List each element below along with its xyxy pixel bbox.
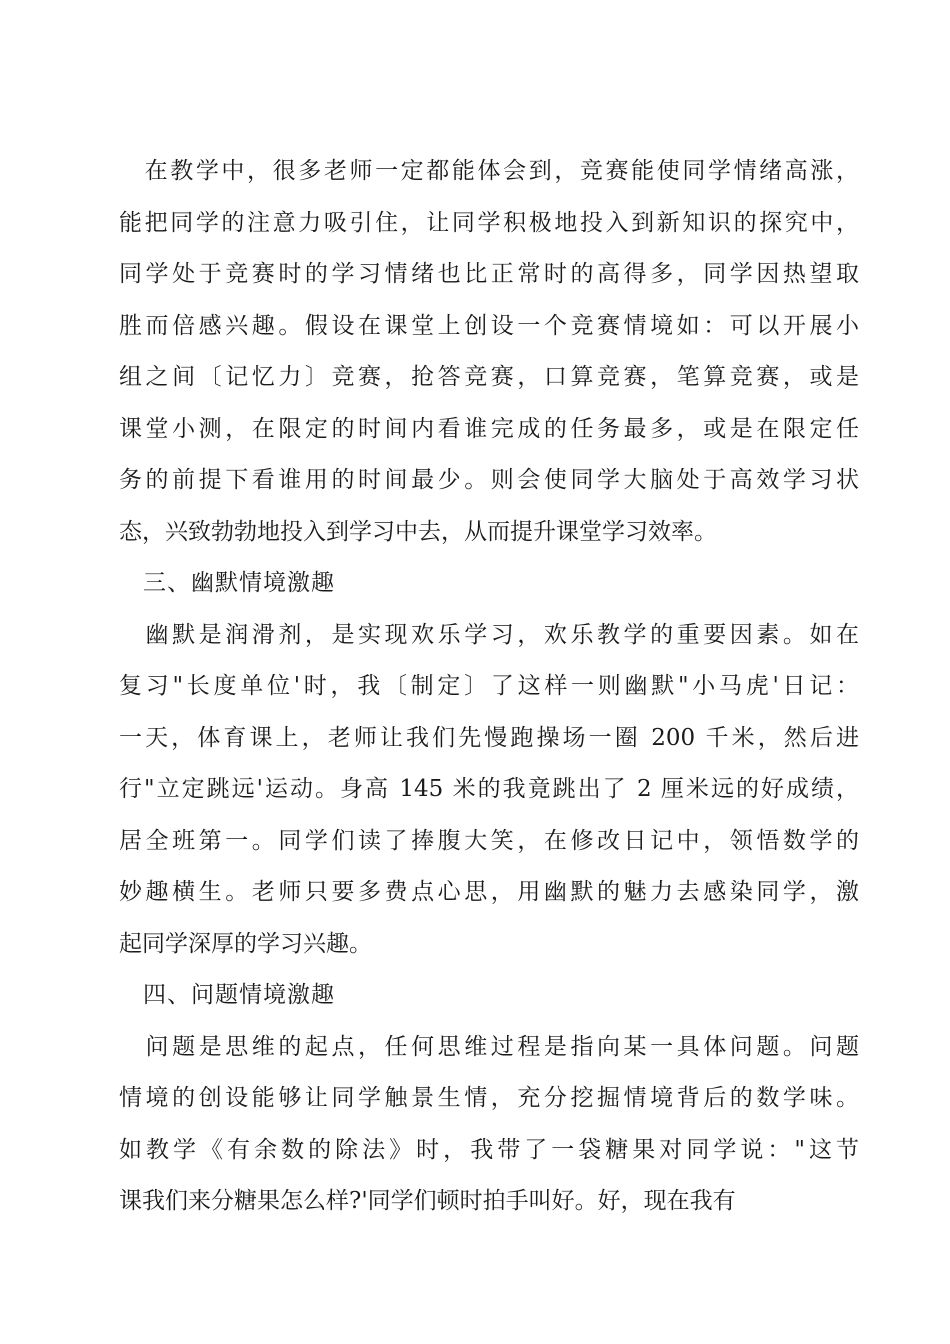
body-text	[119, 146, 859, 1228]
text-line: 一天，体育课上，老师让我们先慢跑操场一圈 200 千米，然后进	[119, 724, 859, 751]
text-line: 如教学《有余数的除法》时，我带了一袋糖果对同学说："这节	[119, 1136, 859, 1163]
text-line: 务的前提下看谁用的时间最少。则会使同学大脑处于高效学习状	[119, 467, 859, 493]
text-line: 胜而倍感兴趣。假设在课堂上创设一个竞赛情境如：可以开展小	[119, 312, 859, 339]
text-line: 态，兴致勃勃地投入到学习中去，从而提升课堂学习效率。	[119, 518, 717, 545]
text-line: 行"立定跳远'运动。身高 145 米的我竟跳出了 2 厘米远的好成绩，	[119, 776, 859, 802]
text-line: 复习"长度单位'时，我〔制定〕了这样一则幽默"小马虎'日记：	[119, 673, 859, 699]
text-line: 居全班第一。同学们读了捧腹大笑，在修改日记中，领悟数学的	[119, 827, 859, 854]
text-line: 情境的创设能够让同学触景生情，充分挖掘情境背后的数学味。	[119, 1085, 859, 1111]
text-line: 能把同学的注意力吸引住，让同学积极地投入到新知识的探究中，	[119, 209, 859, 236]
text-line: 幽默是润滑剂，是实现欢乐学习，欢乐教学的重要因素。如在	[119, 621, 859, 648]
section-heading: 三、幽默情境激趣	[119, 570, 335, 596]
text-line: 课堂小测，在限定的时间内看谁完成的任务最多，或是在限定任	[119, 415, 859, 442]
text-line: 在教学中，很多老师一定都能体会到，竞赛能使同学情绪高涨，	[119, 158, 859, 184]
text-line: 问题是思维的起点，任何思维过程是指向某一具体问题。问题	[119, 1033, 859, 1060]
text-line: 妙趣横生。老师只要多费点心思，用幽默的魅力去感染同学，激	[119, 879, 859, 905]
text-line: 课我们来分糖果怎么样?'同学们顿时拍手叫好。好，现在我有	[119, 1188, 736, 1214]
text-line: 同学处于竞赛时的学习情绪也比正常时的高得多，同学因热望取	[119, 261, 859, 287]
section-heading: 四、问题情境激趣	[119, 982, 335, 1008]
text-line: 组之间〔记忆力〕竞赛，抢答竞赛，口算竞赛，笔算竞赛，或是	[119, 364, 859, 390]
text-line: 起同学深厚的学习兴趣。	[119, 930, 372, 957]
